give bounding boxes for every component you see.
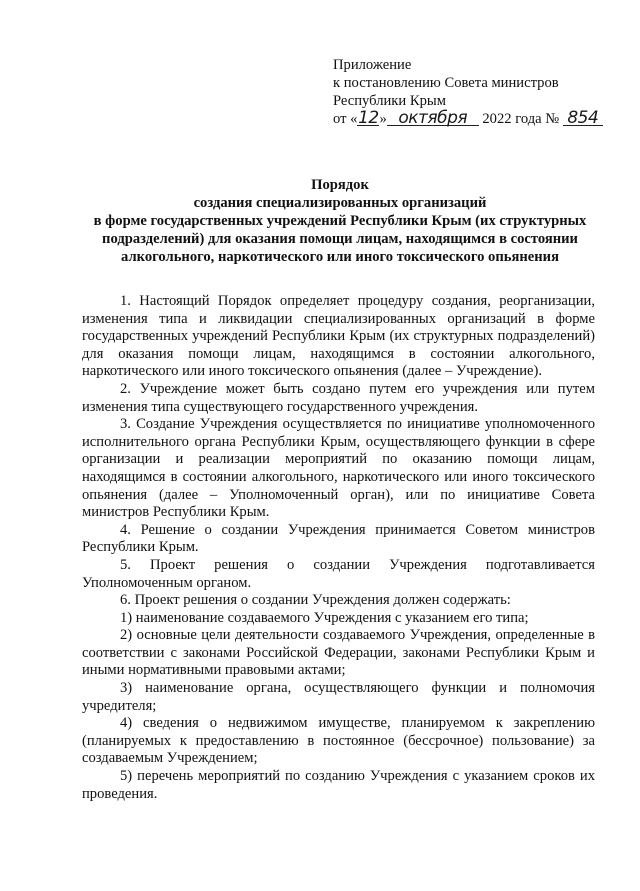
paragraph-2: 2. Учреждение может быть создано путем его учреждения или путем изменения типа существующего государственного учреждения. xyxy=(82,380,595,415)
appendix-header xyxy=(333,56,623,128)
paragraph-4: 4. Решение о создании Учреждения принимается Советом министров Республики Крым. xyxy=(82,521,595,556)
date-prefix: от « xyxy=(333,111,358,127)
paragraph-3: 3. Создание Учреждения осуществляется по инициативе уполномоченного исполнительного органа Республики Крым, осуществляющего функции в сфере организации и реализации мероприятий по оказанию помощи лицам, находящимся в состоянии алкогольного, наркотического или иного токсического опьянения (далее – Уполномоченный орган), или по инициативе Совета министров Республики Крым. xyxy=(82,416,595,521)
list-item-4: 4) сведения о недвижимом имуществе, планируемом к закреплению (планируемых к предоставлению в постоянное (бессрочное) пользование) за создаваемым Учреждением; xyxy=(82,715,595,767)
paragraph-6: 6. Проект решения о создании Учреждения должен содержать: xyxy=(120,592,511,609)
appendix-date-line xyxy=(333,110,623,128)
title-line-2: создания специализированных организаций xyxy=(193,195,487,211)
title-line-4: подразделений) для оказания помощи лицам, находящимся в состоянии xyxy=(102,231,578,247)
list-item-2: 2) основные цели деятельности создаваемого Учреждения, определенные в соответствии с законами Российской Федерации, законами Республики Крым и иными нормативными правовыми актами; xyxy=(82,627,595,679)
date-quote-close: » xyxy=(379,111,387,127)
appendix-line-1: Приложение xyxy=(333,57,412,73)
list-item-3: 3) наименование органа, осуществляющего функции и полномочия учредителя; xyxy=(82,680,595,714)
list-item-5: 5) перечень мероприятий по созданию Учреждения с указанием сроков их проведения. xyxy=(82,768,595,802)
handwritten-number: 854 xyxy=(563,111,603,126)
handwritten-day: 12 xyxy=(358,108,379,128)
appendix-line-2: к постановлению Совета министров xyxy=(333,75,559,91)
title-line-1: Порядок xyxy=(311,177,369,193)
paragraph-1: 1. Настоящий Порядок определяет процедуру создания, реорганизации, изменения типа и ликвидации специализированных организаций в форме государственных учреждений Республики Крым (их структурных подразделений) для оказания помощи лицам, находящимся в состоянии алкогольного, наркотического или иного токсического опьянения (далее – Учреждение). xyxy=(82,293,595,380)
document-body xyxy=(82,293,595,803)
year-text: 2022 года № xyxy=(478,111,563,127)
title-line-3: в форме государственных учреждений Республики Крым (их структурных xyxy=(93,213,587,229)
handwritten-month: октября xyxy=(387,111,479,126)
document-title xyxy=(70,176,610,266)
title-line-5: алкогольного, наркотического или иного токсического опьянения xyxy=(121,249,559,265)
paragraph-5: 5. Проект решения о создании Учреждения подготавливается Уполномоченным органом. xyxy=(82,556,595,591)
appendix-line-3: Республики Крым xyxy=(333,93,446,109)
list-item-1: 1) наименование создаваемого Учреждения с указанием его типа; xyxy=(120,609,529,626)
